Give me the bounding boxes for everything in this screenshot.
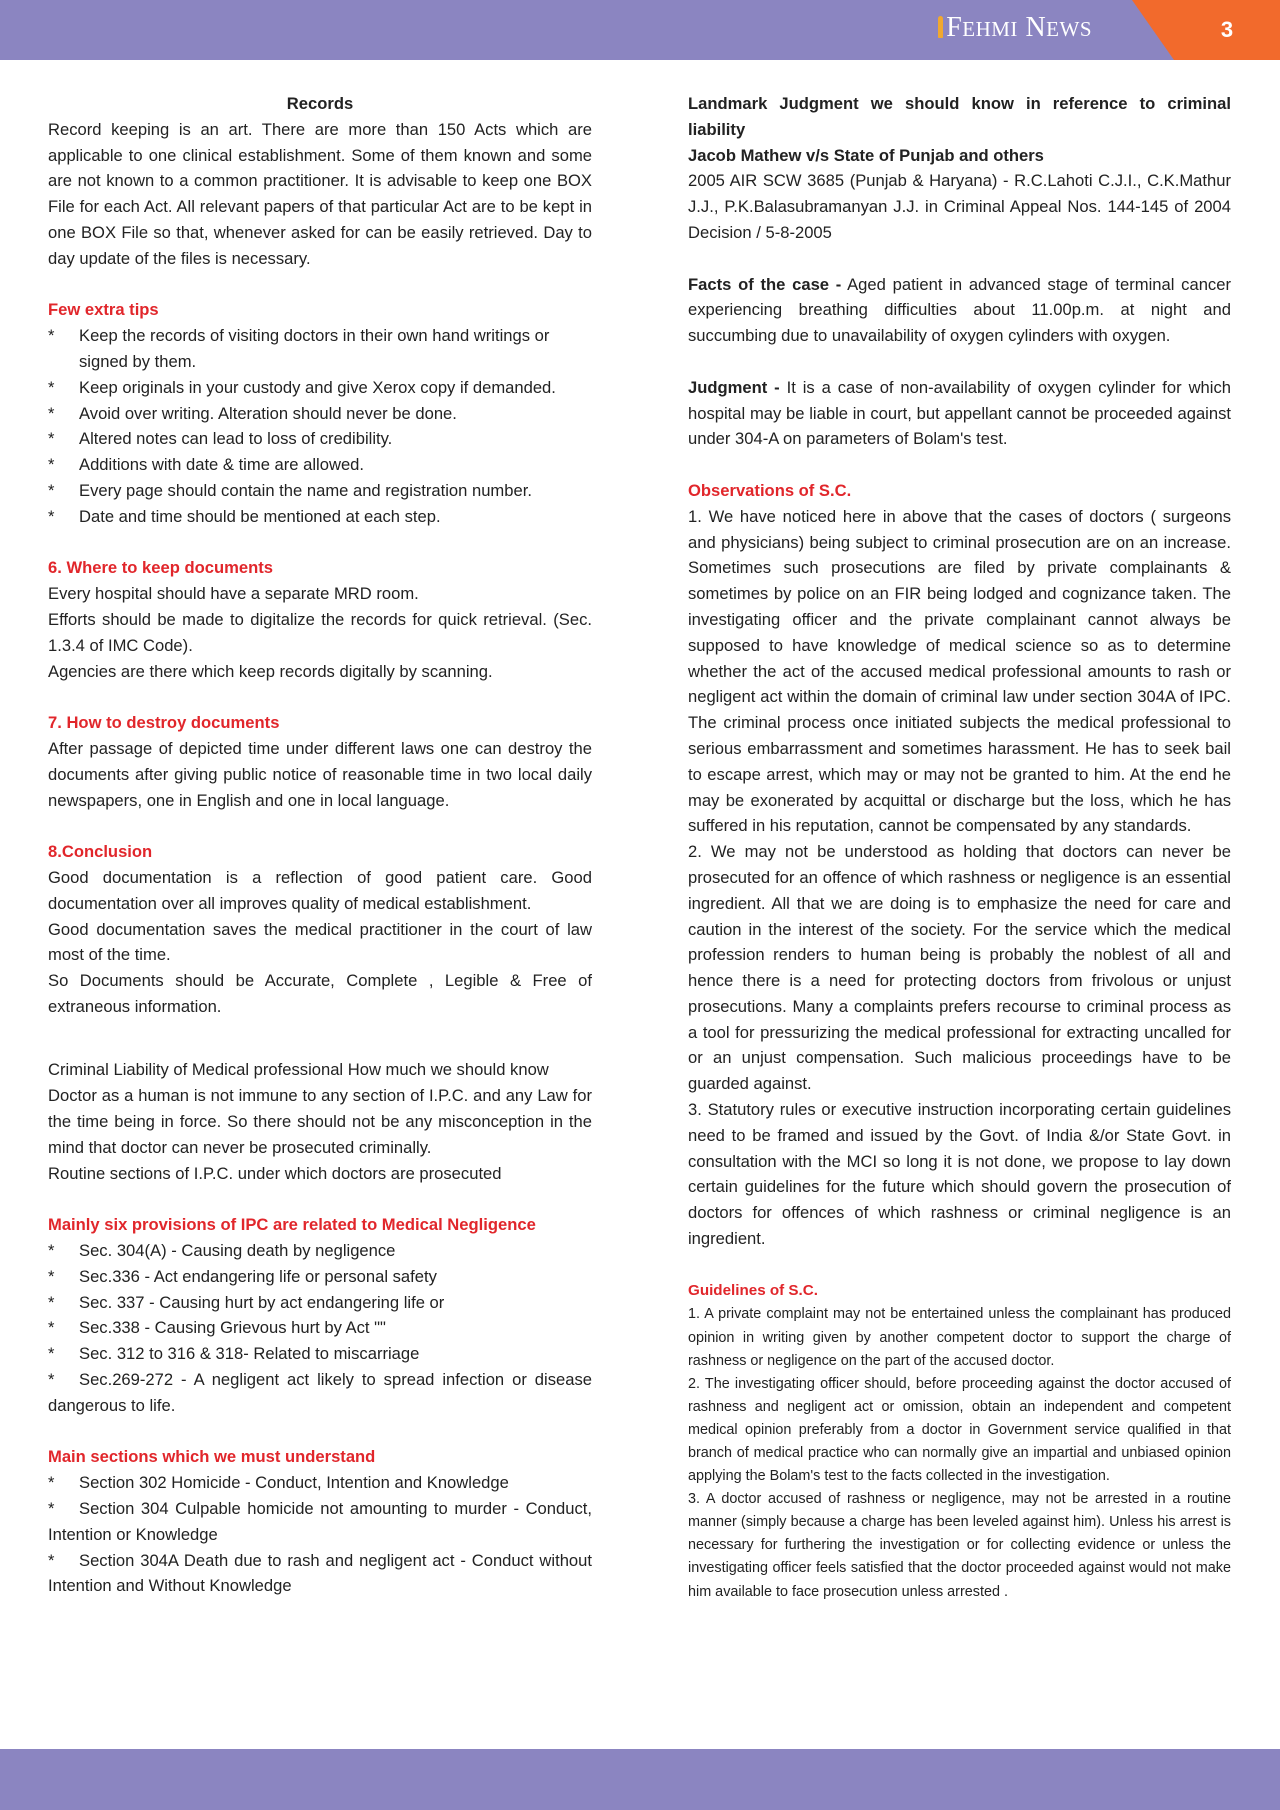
records-text: Record keeping is an art. There are more than 150 Acts which are applicable to one clinical establishment. Some of them known and some are not known to a common practitioner. It is advisable to keep one BOX File for each Act. All relevant papers of that particular Act are to be kept in one BOX File so that, whenever asked for can be easily retrieved. Day to day update of the files is necessary. xyxy=(48,119,592,268)
brand-logo: FEHMI NEWS xyxy=(938,12,1092,44)
tips-title: Few extra tips xyxy=(48,300,159,320)
criminal-text: Doctor as a human is not immune to any section of I.P.C. and any Law for the time being in force. So there should not be any misconception in the mind that doctor can never be prosecuted criminally. xyxy=(48,1086,592,1157)
case-title: Jacob Mathew v/s State of Punjab and others xyxy=(688,145,1044,165)
facts-paragraph xyxy=(688,272,1231,349)
list-item: * Keep the records of visiting doctors in their own hand writings or signed by them. xyxy=(48,323,592,375)
page-number: 3 xyxy=(1220,17,1234,42)
list-item: * Avoid over writing. Alteration should never be done. xyxy=(48,401,592,427)
list-item: * Date and time should be mentioned at each step. xyxy=(48,504,592,530)
list-item: * Section 302 Homicide - Conduct, Intention and Knowledge xyxy=(48,1470,592,1496)
list-item: * Section 304 Culpable homicide not amounting to murder - Conduct, Intention or Knowledge xyxy=(48,1496,592,1548)
where-title: 6. Where to keep documents xyxy=(48,558,273,578)
observation-item: 2. We may not be understood as holding that doctors can never be prosecuted for an offence of which rashness or negligence is an essential ingredient. All that we are doing is to emphasize the need for care and caution in the interest of the society. For the service which the medical profession renders to human being is probably the noblest of all and hence there is a need for protecting doctors from frivolous or unjust prosecutions. Many a complaints prefers recourse to criminal process as a tool for pressurizing the medical professional for extracting uncalled for or an unjust compensation. Such malicious proceedings have to be guarded against. xyxy=(688,842,1231,1094)
facts-text: Aged patient in advanced stage of terminal cancer experiencing breathing difficulties about 11.00p.m. at night and succumbing due to unavailability of oxygen cylinders with oxygen. xyxy=(688,274,1231,346)
list-item: * Sec.336 - Act endangering life or personal safety xyxy=(48,1264,592,1290)
judgment-paragraph xyxy=(688,375,1231,452)
routine-text: Routine sections of I.P.C. under which doctors are prosecuted xyxy=(48,1163,502,1183)
criminal-heading: Criminal Liability of Medical professional How much we should know xyxy=(48,1060,549,1080)
landmark-title: Landmark Judgment we should know in reference to criminal liability xyxy=(688,94,1231,139)
conclusion-title: 8.Conclusion xyxy=(48,842,153,862)
records-title: Records xyxy=(286,94,354,113)
where-line: Efforts should be made to digitalize the records for quick retrieval. (Sec. 1.3.4 of IMC Code). xyxy=(48,609,592,655)
flame-icon xyxy=(938,16,943,38)
tips-list xyxy=(48,323,592,529)
list-item: * Additions with date & time are allowed. xyxy=(48,452,592,478)
conclusion-line: Good documentation is a reflection of good patient care. Good documentation over all improves quality of medical establishment. xyxy=(48,867,592,913)
where-line: Every hospital should have a separate MRD room. xyxy=(48,584,419,604)
destroy-text: After passage of depicted time under different laws one can destroy the documents after giving public notice of reasonable time in two local daily newspapers, one in English and one in local language. xyxy=(48,738,592,810)
header-bar xyxy=(0,0,1280,60)
list-item: * Every page should contain the name and registration number. xyxy=(48,478,592,504)
conclusion-line: Good documentation saves the medical practitioner in the court of law most of the time. xyxy=(48,919,592,965)
case-citation: 2005 AIR SCW 3685 (Punjab & Haryana) - R.C.Lahoti C.J.I., C.K.Mathur J.J., P.K.Balasubramanyan J.J. in Criminal Appeal Nos. 144-145 of 2004 Decision / 5-8-2005 xyxy=(688,171,1231,242)
judgment-text: It is a case of non-availability of oxygen cylinder for which hospital may be liable in court, but appellant cannot be proceeded against under 304-A on parameters of Bolam's test. xyxy=(688,377,1231,449)
list-item: * Sec.338 - Causing Grievous hurt by Act "" xyxy=(48,1315,592,1341)
where-line: Agencies are there which keep records digitally by scanning. xyxy=(48,661,493,681)
main-sections-title: Main sections which we must understand xyxy=(48,1447,376,1467)
observations-title: Observations of S.C. xyxy=(688,480,852,500)
list-item: * Sec. 312 to 316 & 318- Related to miscarriage xyxy=(48,1341,592,1367)
list-item: * Keep originals in your custody and give Xerox copy if demanded. xyxy=(48,375,592,401)
left-column xyxy=(48,91,592,1599)
guideline-item: 1. A private complaint may not be entertained unless the complainant has produced opinion in writing given by another competent doctor to support the charge of rashness or negligence on the part of the accused doctor. xyxy=(688,1306,1231,1369)
facts-label: Facts of the case - xyxy=(688,274,842,294)
destroy-title: 7. How to destroy documents xyxy=(48,713,280,733)
list-item: * Sec. 304(A) - Causing death by negligence xyxy=(48,1238,592,1264)
list-item: * Section 304A Death due to rash and negligent act - Conduct without Intention and Without Knowledge xyxy=(48,1548,592,1600)
list-item: * Sec.269-272 - A negligent act likely to spread infection or disease dangerous to life. xyxy=(48,1367,592,1419)
observation-item: 3. Statutory rules or executive instruction incorporating certain guidelines need to be framed and issued by the Govt. of India &/or State Govt. in consultation with the MCI so long it is not done, we propose to lay down certain guidelines for the future which should govern the prosecution of doctors for offences of which rashness or criminal negligence is an ingredient. xyxy=(688,1100,1231,1249)
conclusion-line: So Documents should be Accurate, Complete , Legible & Free of extraneous information. xyxy=(48,971,592,1016)
list-item: * Sec. 337 - Causing hurt by act endangering life or xyxy=(48,1290,592,1316)
observation-item: 1. We have noticed here in above that the cases of doctors ( surgeons and physicians) being subject to criminal prosecution are on an increase. Sometimes such prosecutions are filed by private complainants & sometimes by police on an FIR being lodged and cognizance taken. The investigating officer and the private complainant cannot always be supposed to have knowledge of medical science so as to determine whether the act of the accused medical professional amounts to rash or negligent act within the domain of criminal law under section 304A of IPC. The criminal process once initiated subjects the medical professional to serious embarrassment and sometimes harassment. He has to seek bail to escape arrest, which may or may not be granted to him. At the end he may be exonerated by acquittal or discharge but the loss, which he has suffered in his reputation, cannot be compensated by any standards. xyxy=(688,506,1231,836)
six-provisions-title: Mainly six provisions of IPC are related to Medical Negligence xyxy=(48,1215,536,1235)
page-number-tab xyxy=(1174,0,1280,60)
guidelines-title: Guidelines of S.C. xyxy=(688,1281,818,1299)
six-provisions-list xyxy=(48,1238,592,1419)
footer-bar xyxy=(0,1749,1280,1810)
main-sections-list xyxy=(48,1470,592,1599)
guideline-item: 2. The investigating officer should, before proceeding against the doctor accused of rashness and negligent act or omission, obtain an independent and competent medical opinion preferably from a doctor in Government service qualified in that branch of medical practice who can normally give an impartial and unbiased opinion applying the Bolam's test to the facts collected in the investigation. xyxy=(688,1375,1231,1485)
guideline-item: 3. A doctor accused of rashness or negligence, may not be arrested in a routine manner (simply because a charge has been leveled against him). Unless his arrest is necessary for furthering the investigation or for collecting evidence or unless the investigating officer feels satisfied that the doctor proceeded against would not make him available to face prosecution unless arrested . xyxy=(688,1491,1231,1600)
judgment-label: Judgment - xyxy=(688,377,780,397)
right-column xyxy=(688,91,1231,1604)
list-item: * Altered notes can lead to loss of credibility. xyxy=(48,426,592,452)
